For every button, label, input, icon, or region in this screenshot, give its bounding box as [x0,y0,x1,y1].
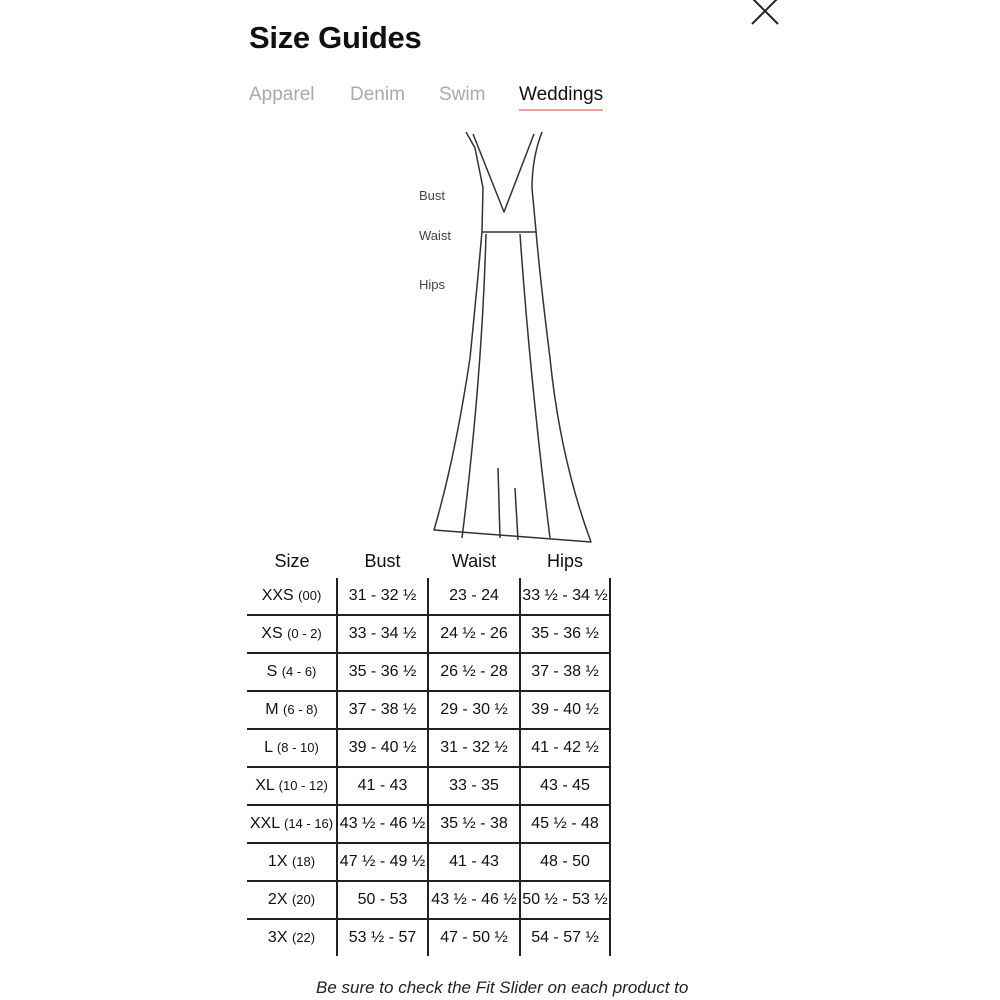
table-row [247,729,610,767]
tab-swim[interactable]: Swim [439,84,486,105]
fit-slider-note: Be sure to check the Fit Slider on each product to [316,978,689,997]
waist-cell: 33 - 35 [428,767,520,805]
hips-cell: 43 - 45 [520,767,610,805]
size-cell [247,767,337,805]
numeric-size: (8 - 10) [276,740,319,755]
waist-cell: 41 - 43 [428,843,520,881]
bust-cell: 35 - 36 ½ [337,653,428,691]
waist-cell: 35 ½ - 38 [428,805,520,843]
table-row [247,919,610,956]
bust-cell: 53 ½ - 57 [337,919,428,956]
size-label: 3X [267,929,288,946]
size-cell [247,919,337,956]
bust-cell: 41 - 43 [337,767,428,805]
table-row [247,805,610,843]
size-label: S [266,663,278,680]
tab-denim[interactable]: Denim [350,84,405,105]
numeric-size: (0 - 2) [287,626,322,641]
hips-cell: 37 - 38 ½ [520,653,610,691]
size-label: XXS [261,587,294,604]
numeric-size: (22) [291,930,316,945]
numeric-size: (4 - 6) [281,664,317,679]
tab-weddings[interactable]: Weddings [519,84,604,105]
numeric-size: (00) [298,588,322,603]
size-table [247,545,611,956]
table-row [247,653,610,691]
numeric-size: (20) [291,892,316,907]
bust-cell: 31 - 32 ½ [337,578,428,615]
table-row [247,691,610,729]
numeric-size: (14 - 16) [283,816,334,831]
column-header-size: Size [274,551,310,571]
bust-cell: 50 - 53 [337,881,428,919]
bust-cell: 47 ½ - 49 ½ [337,843,428,881]
bust-cell: 33 - 34 ½ [337,615,428,653]
close-icon[interactable] [748,0,782,28]
numeric-size: (10 - 12) [278,778,328,793]
table-row [247,578,610,615]
waist-cell: 29 - 30 ½ [428,691,520,729]
column-header-bust: Bust [364,551,401,571]
hips-cell: 45 ½ - 48 [520,805,610,843]
waist-cell: 23 - 24 [428,578,520,615]
size-label: XL [255,777,275,794]
hips-cell: 48 - 50 [520,843,610,881]
hips-label: Hips [419,277,446,292]
size-cell [247,691,337,729]
size-label: L [264,739,273,756]
size-cell [247,578,337,615]
column-header-hips: Hips [546,551,583,571]
hips-cell: 50 ½ - 53 ½ [520,881,610,919]
size-label: 1X [267,853,288,870]
bust-cell: 39 - 40 ½ [337,729,428,767]
table-row [247,767,610,805]
waist-cell: 43 ½ - 46 ½ [428,881,520,919]
hips-cell: 54 - 57 ½ [520,919,610,956]
hips-cell: 33 ½ - 34 ½ [520,578,610,615]
bust-label: Bust [419,188,446,203]
table-row [247,615,610,653]
hips-cell: 35 - 36 ½ [520,615,610,653]
size-label: XXL [249,815,280,832]
size-cell [247,615,337,653]
table-header-row [247,545,610,578]
column-header-waist: Waist [451,551,497,571]
waist-cell: 31 - 32 ½ [428,729,520,767]
size-cell [247,881,337,919]
hips-cell: 39 - 40 ½ [520,691,610,729]
table-row [247,881,610,919]
waist-cell: 47 - 50 ½ [428,919,520,956]
size-cell [247,653,337,691]
size-cell [247,729,337,767]
numeric-size: (18) [291,854,316,869]
size-cell [247,805,337,843]
bust-cell: 43 ½ - 46 ½ [337,805,428,843]
table-row [247,843,610,881]
size-label: XS [261,625,283,642]
waist-cell: 24 ½ - 26 [428,615,520,653]
size-cell [247,843,337,881]
size-label: 2X [267,891,288,908]
waist-label: Waist [419,228,452,243]
size-label: M [265,701,279,718]
tab-apparel[interactable]: Apparel [249,84,315,105]
hips-cell: 41 - 42 ½ [520,729,610,767]
page-title: Size Guides [249,20,422,55]
bust-cell: 37 - 38 ½ [337,691,428,729]
numeric-size: (6 - 8) [283,702,318,717]
waist-cell: 26 ½ - 28 [428,653,520,691]
